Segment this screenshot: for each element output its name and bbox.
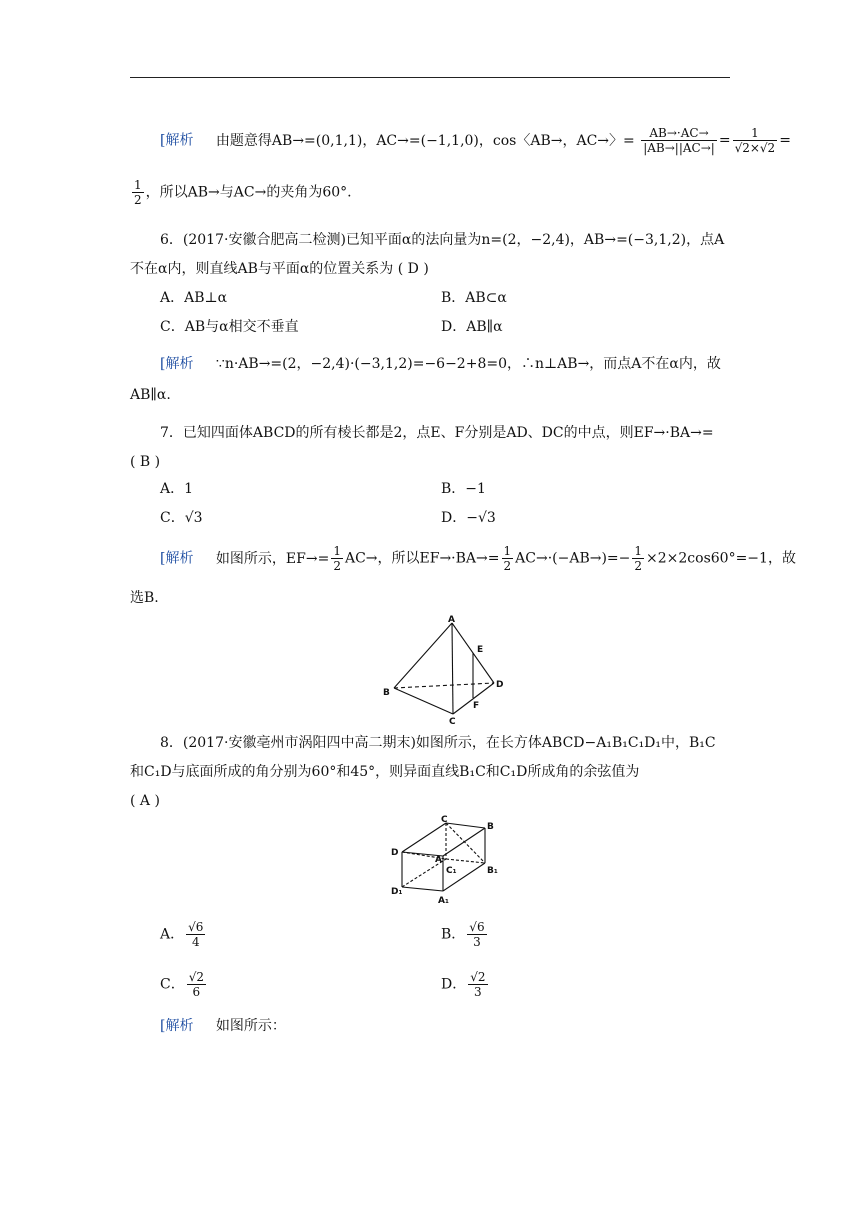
diag-cb1 — [446, 823, 485, 863]
q6-analysis-line2: AB∥α. — [130, 387, 171, 403]
fig2-label-d: D — [391, 848, 399, 858]
fig2-label-b: B — [487, 822, 494, 832]
fig1-label-e: E — [477, 645, 484, 655]
q7-option-b: B．−1 — [441, 481, 486, 497]
q6-analysis-line1: [解析 ∵n·AB→=(2，−2,4)·(−3,1,2)=−6−2+8=0，∴n⊥AB→，而点A不在α内，故 — [160, 356, 721, 372]
q6-option-d: D．AB∥α — [441, 319, 503, 335]
analysis-label: [解析 — [160, 356, 194, 372]
edge-dc — [402, 823, 446, 852]
q6-option-b: B．AB⊂α — [441, 290, 507, 306]
q8-stem-line1: 8．(2017·安徽亳州市涡阳四中高二期末)如图所示，在长方体ABCD−A₁B₁C₁D₁中，B₁C — [160, 735, 716, 751]
q6-option-c: C．AB与α相交不垂直 — [160, 319, 299, 335]
q7-stem-line2: ( B ) — [130, 454, 161, 470]
q8-option-c: C． $\frac{√2}{6}$ — [160, 970, 204, 999]
q7-analysis-line1: [解析 如图所示，EF→= $\frac{1}{2}$ AC→，所以EF→·BA→= $\frac{1}{2}$ AC→·(−AB→)=− $\frac{1}{2}$ ×2×2cos60°=−1，故 — [160, 544, 796, 573]
q8-stem-line3: ( A ) — [130, 793, 160, 809]
q7-analysis-line2: 选B. — [130, 590, 159, 606]
q6-stem-line1: 6．(2017·安徽合肥高二检测)已知平面α的法向量为n=(2，−2,4)，AB→=(−3,1,2)，点A — [160, 232, 725, 248]
q7-option-d: D．−√3 — [441, 510, 496, 526]
analysis-label: [解析 — [160, 132, 194, 149]
q7-option-a: A．1 — [160, 481, 194, 497]
analysis-label: [解析 — [160, 550, 194, 567]
fig2-label-b1: B₁ — [487, 866, 498, 876]
fig1-label-a: A — [448, 615, 455, 625]
fig2-label-c1: C₁ — [446, 866, 457, 876]
p5-analysis-line2: $\frac{1}{2}$ ，所以AB→与AC→的夹角为60°. — [134, 178, 352, 207]
q7-stem-line1: 7．已知四面体ABCD的所有棱长都是2，点E、F分别是AD、DC的中点，则EF→·BA→= — [160, 425, 714, 441]
q8-analysis-line1: [解析 如图所示： — [160, 1018, 286, 1034]
fig1-label-f: F — [473, 701, 480, 711]
edge-d1a1 — [402, 887, 443, 891]
p5-analysis-text: 由题意得AB→=(0,1,1)，AC→=(−1,1,0)，cos〈AB→，AC→〉= — [215, 132, 635, 149]
header-rule — [130, 77, 730, 78]
q7-fraction-half-3: $\frac{1}{2}$ — [634, 544, 643, 573]
q6-stem-line2: 不在α内，则直线AB与平面α的位置关系为 ( D ) — [130, 261, 429, 277]
fig2-label-c: C — [441, 815, 448, 825]
q8-stem-line2: 和C₁D与底面所成的角分别为60°和45°，则异面直线B₁C和C₁D所成角的余弦值为 — [130, 764, 640, 780]
edge-ab — [394, 623, 452, 688]
fig1-label-c: C — [449, 717, 456, 727]
fig2-label-d1: D₁ — [391, 887, 403, 897]
analysis-label: [解析 — [160, 1018, 194, 1034]
q8-option-d: D． $\frac{√2}{3}$ — [441, 970, 486, 999]
q8-option-a: A． $\frac{√6}{4}$ — [160, 920, 204, 949]
edge-bd-hidden — [394, 683, 494, 688]
edge-ac — [452, 623, 453, 714]
edge-bc — [394, 688, 453, 714]
fig2-label-a1: A₁ — [438, 896, 449, 906]
q7-fraction-half: $\frac{1}{2}$ — [333, 544, 341, 573]
p5-analysis-line1: [解析 由题意得AB→=(0,1,1)，AC→=(−1,1,0)，cos〈AB→，AC→〉= $\frac{AB\to\cdot AC\to}{|AB\to||AC\to|}$ = $\frac{1}{√2\times√2}$ = — [160, 126, 791, 155]
p5-fraction-2: $\frac{1}{√2\times√2}$ — [734, 126, 776, 155]
edge-c1b1-hidden — [446, 859, 485, 863]
fig1-label-b: B — [383, 688, 390, 698]
q8-option-b: B． $\frac{√6}{3}$ — [441, 920, 485, 949]
p5-fraction-1: $\frac{AB\to\cdot AC\to}{|AB\to||AC\to|}$ — [643, 126, 715, 155]
q7-fraction-half-2: $\frac{1}{2}$ — [503, 544, 512, 573]
fig1-label-d: D — [496, 680, 504, 690]
q7-option-c: C．√3 — [160, 510, 203, 526]
cuboid-figure — [388, 815, 508, 907]
fig2-label-a: A — [435, 855, 442, 865]
tetrahedron-figure — [380, 615, 510, 725]
p5-fraction-3: $\frac{1}{2}$ — [134, 178, 142, 207]
q6-option-a: A．AB⊥α — [160, 290, 228, 306]
edge-cb — [446, 823, 485, 828]
